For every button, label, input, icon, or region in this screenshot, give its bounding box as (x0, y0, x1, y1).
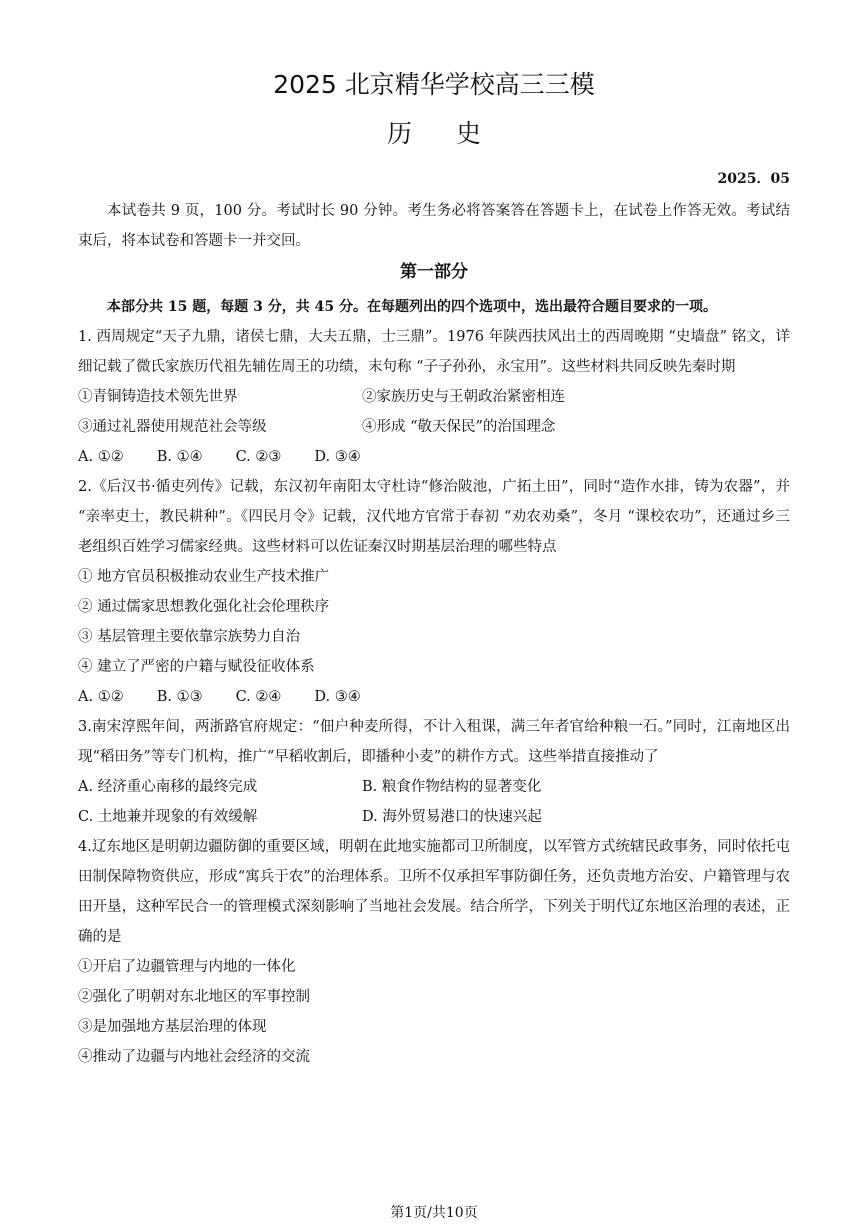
statement-1: ① 地方官员积极推动农业生产技术推广 (78, 569, 330, 585)
question-stem: 4.辽东地区是明朝边疆防御的重要区域，明朝在此地实施都司卫所制度，以军管方式统辖民政事务，同时依托屯田制保障物资供应，形成“寓兵于农”的治理体系。卫所不仅承担军事防御任务，还负责地方治安、户籍管理与农田开垦，这种军民合一的管理模式深刻影响了当地社会发展。结合所学，下列关于明代辽东地区治理的表述，正确的是 (78, 839, 790, 945)
choice-c: C. ②③ (235, 449, 282, 465)
choice-c: C. 土地兼并现象的有效缓解 (78, 809, 258, 825)
choice-row (78, 802, 790, 832)
choice-row (78, 772, 790, 802)
choice-a: A. 经济重心南移的最终完成 (78, 779, 258, 795)
question-3 (78, 712, 790, 832)
subject-title: 历史 (386, 119, 525, 148)
statement-4: ④形成 “敬天保民”的治国理念 (362, 419, 556, 435)
choice-d: D. ③④ (314, 449, 361, 465)
choice-c: C. ②④ (235, 689, 282, 705)
question-stem: 3.南宋淳熙年间，两浙路官府规定：“佃户种麦所得，不计入租课，满三年者官给种粮一石。”同时，江南地区出现“稻田务”等专门机构，推广“早稻收割后，即播种小麦”的耕作方式。这些举措直接推动了 (78, 719, 790, 765)
choice-b: B. ①③ (156, 689, 203, 705)
choice-a: A. ①② (78, 449, 124, 465)
question-stem: 1. 西周规定“天子九鼎，诸侯七鼎，大夫五鼎，士三鼎”。1976 年陕西扶风出土的西周晚期 “史墙盘” 铭文，详细记载了微氏家族历代祖先辅佐周王的功绩，末句称 “子子孙孙，永宝用”。这些材料共同反映先秦时期 (78, 329, 790, 375)
exam-date: 2025．05 (717, 171, 790, 187)
statement-1: ①开启了边疆管理与内地的一体化 (78, 959, 296, 975)
answer-choices (78, 442, 790, 472)
statement-4: ④推动了边疆与内地社会经济的交流 (78, 1049, 310, 1065)
choice-a: A. ①② (78, 689, 124, 705)
choice-b: B. 粮食作物结构的显著变化 (362, 779, 542, 795)
statement-4: ④ 建立了严密的户籍与赋役征收体系 (78, 659, 315, 675)
statement-3: ③是加强地方基层治理的体现 (78, 1019, 267, 1035)
question-list (78, 322, 790, 1072)
question-1 (78, 322, 790, 472)
statement-3: ③ 基层管理主要依靠宗族势力自治 (78, 629, 301, 645)
choice-d: D. 海外贸易港口的快速兴起 (362, 809, 542, 825)
statement-row (78, 382, 790, 412)
statement-3: ③通过礼器使用规范社会等级 (78, 419, 267, 435)
statement-1: ①青铜铸造技术领先世界 (78, 389, 238, 405)
exam-title: 2025 北京精华学校高三三模 (273, 70, 595, 99)
part-description: 本部分共 15 题，每题 3 分，共 45 分。在每题列出的四个选项中，选出最符合题目要求的一项。 (107, 299, 717, 315)
statement-2: ②家族历史与王朝政治紧密相连 (362, 389, 565, 405)
part-title: 第一部分 (400, 262, 468, 282)
page-number: 第1页/共10页 (390, 1205, 478, 1221)
question-4 (78, 832, 790, 1072)
statement-row (78, 412, 790, 442)
choice-d: D. ③④ (314, 689, 361, 705)
answer-choices (78, 682, 790, 712)
choice-b: B. ①④ (156, 449, 203, 465)
statement-2: ② 通过儒家思想教化强化社会伦理秩序 (78, 599, 330, 615)
question-stem: 2.《后汉书·循吏列传》记载，东汉初年南阳太守杜诗“修治陂池，广拓土田”，同时“造作水排，铸为农器”，并 “亲率吏士，教民耕种”。《四民月令》记载，汉代地方官常于春初 “劝农劝桑”，冬月 “课校农功”，还通过乡三老组织百姓学习儒家经典。这些材料可以佐证秦汉时期基层治理的哪些特点 (78, 479, 790, 555)
exam-instructions: 本试卷共 9 页，100 分。考试时长 90 分钟。考生务必将答案答在答题卡上，在试卷上作答无效。考试结束后，将本试卷和答题卡一并交回。 (78, 203, 790, 249)
statement-2: ②强化了明朝对东北地区的军事控制 (78, 989, 310, 1005)
question-2 (78, 472, 790, 712)
